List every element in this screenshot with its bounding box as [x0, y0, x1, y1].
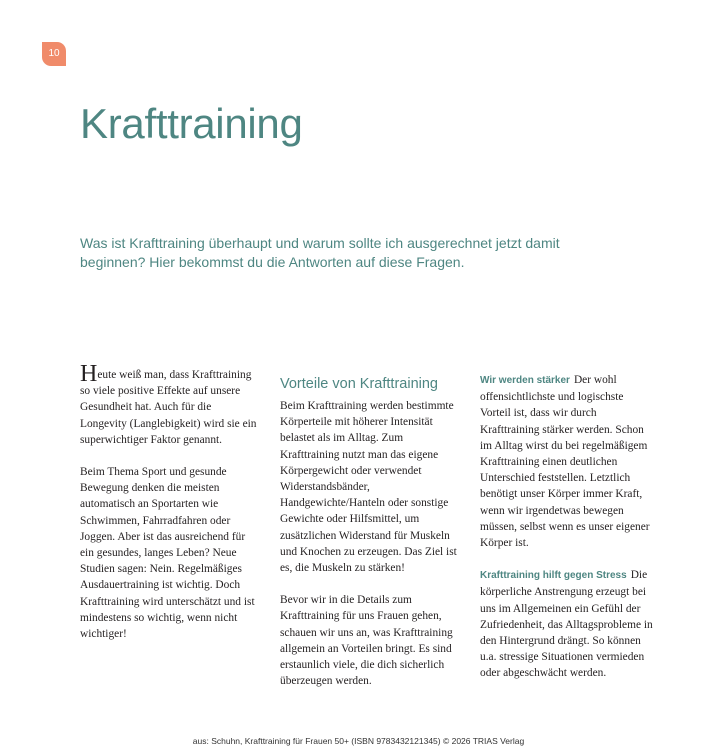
column-benefits — [280, 366, 460, 705]
footer-credit: aus: Schuhn, Krafttraining für Frauen 50+ (ISBN 9783432121345) © 2026 TRIAS Verlag — [192, 736, 525, 746]
column-advantages — [480, 366, 655, 698]
column1-paragraph-2: Beim Thema Sport und gesunde Bewegung denken die meisten automatisch an Sportarten wie Schwimmen, Fahrradfahren oder Joggen. Aber ist das ausreichend für ein gesundes, langes Leben? Neue Studien sagen: Nein. Regelmäßiges Ausdauertraining ist wichtig. Doch Krafttraining wird unterschätzt und ist mindestens so wichtig, wenn nicht wichtiger! — [80, 466, 255, 641]
runin-heading-staerker: Wir werden stärker — [480, 375, 570, 386]
column3-paragraph-2 — [480, 567, 655, 681]
column1-paragraph-1 — [80, 361, 260, 448]
column3-paragraph-2-text: Die körperliche Anstrengung erzeugt bei uns im Allgemeinen ein Gefühl der Zufriedenheit, das Alltagsprobleme in den Hintergrund drängt. So können u.a. stressige Situationen vermieden oder abgeschwächt werden. — [480, 569, 653, 680]
runin-heading-stress: Krafttraining hilft gegen Stress — [480, 570, 627, 582]
dropcap-letter: H — [80, 361, 98, 387]
column-intro — [80, 361, 260, 658]
section-heading-vorteile: Vorteile von Krafttraining — [280, 376, 438, 392]
column3-paragraph-1-text: Der wohl offensichtlichste und logischste Vorteil ist, dass wir durch Krafttraining stärker werden. Schon im Alltag wirst du bei regelmäßigem Krafttraining einen deutlichen Unterschied feststellen. Letztlich benötigt unser Körper immer Kraft, wenn wir irgendetwas bewegen müssen, selbst wenn es unser eigener Körper ist. — [480, 374, 650, 550]
column1-paragraph-1-text: eute weiß man, dass Krafttraining so viele positive Effekte auf unsere Gesundheit hat. Auch für die Longevity (Langlebigkeit) wird sie ein superwichtiger Faktor genannt. — [80, 369, 257, 446]
column2-paragraph-1: Beim Krafttraining werden bestimmte Körperteile mit höherer Intensität belastet als im Alltag. Zum Krafttraining nutzt man das eigene Körpergewicht oder verwendet Widerstandsbänder, Handgewichte/Hanteln oder sonstige Gewichte oder Hilfsmittel, um zusätzlichen Widerstand für Muskeln und Knochen zu erzeugen. Das Ziel ist es, die Muskeln zu stärken! — [280, 400, 457, 575]
column3-paragraph-1 — [480, 372, 655, 551]
intro-text: Was ist Krafttraining überhaupt und warum sollte ich ausgerechnet jetzt damit beginnen? Hier bekommst du die Antworten auf diese Fragen. — [80, 235, 560, 270]
page-number-badge: 10 — [42, 42, 66, 66]
column2-paragraph-2: Bevor wir in die Details zum Krafttraining für uns Frauen gehen, schauen wir uns an, was Krafttraining allgemein an Vorteilen bringt. Es sind erstaunlich viele, die dich sicherlich überzeugen werden. — [280, 594, 453, 688]
page-title: Krafttraining — [80, 100, 303, 147]
